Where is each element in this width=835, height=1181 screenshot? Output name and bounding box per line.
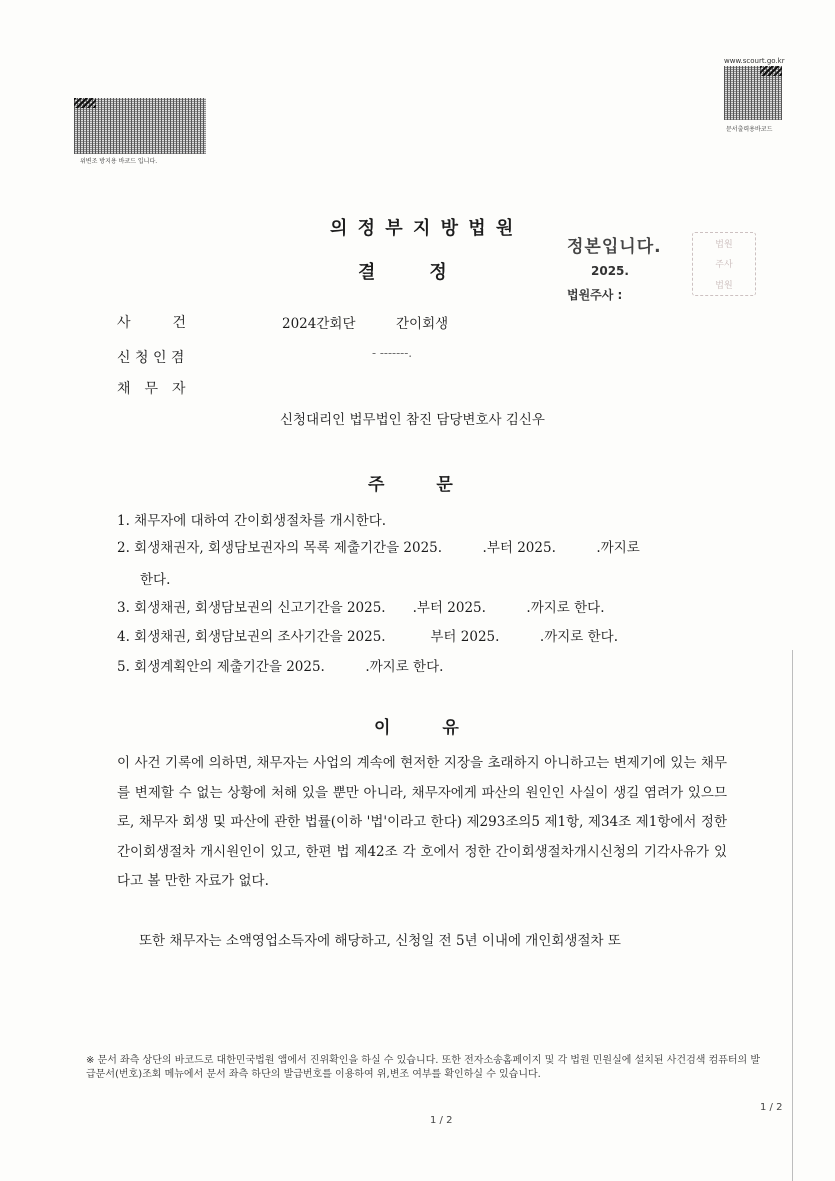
representative: 신청대리인 법무법인 참진 담당변호사 김신우	[280, 412, 545, 428]
certified-copy-label: 정본입니다.	[567, 237, 662, 257]
court-name: 의 정 부 지 방 법 원	[330, 218, 516, 239]
print-barcode	[724, 66, 782, 120]
reason-heading: 이 유	[374, 718, 465, 738]
order-item-3: 3. 회생채권, 회생담보권의 신고기간을 2025. .부터 2025. .까지로 한다.	[117, 600, 605, 616]
authentication-barcode	[74, 98, 206, 154]
case-number: 2024간회단	[282, 316, 356, 332]
page-number-center: 1 / 2	[430, 1115, 453, 1126]
case-name: 간이회생	[396, 316, 449, 332]
official-seal	[692, 232, 756, 296]
order-item-5: 5. 회생계획안의 제출기간을 2025. .까지로 한다.	[117, 659, 444, 675]
barcode-caption-right: 문서출력용바코드	[726, 126, 773, 133]
seal-text-1: 법원	[715, 239, 733, 250]
seal-text-3: 법원	[715, 281, 733, 292]
certification-year: 2025.	[591, 264, 629, 278]
debtor-label: 채 무 자	[117, 381, 186, 397]
document-type: 결 정	[358, 262, 453, 283]
certification-officer: 법원주사 :	[567, 288, 623, 302]
reason-paragraph-2: 또한 채무자는 소액영업소득자에 해당하고, 신청일 전 5년 이내에 개인회생절차 또	[139, 933, 621, 949]
seal-text-2: 주사	[715, 260, 733, 271]
case-label: 사 건	[117, 315, 187, 331]
order-item-4: 4. 회생채권, 회생담보권의 조사기간을 2025. 부터 2025. .까지로 한다.	[117, 629, 618, 645]
applicant-value: - -------.	[372, 346, 413, 360]
applicant-label: 신 청 인 겸	[117, 350, 185, 366]
page-number-right: 1 / 2	[760, 1102, 783, 1113]
scan-edge-line	[792, 650, 793, 1181]
barcode-caption-left: 위변조 방지용 바코드 입니다.	[80, 158, 158, 165]
order-heading: 주 문	[368, 475, 459, 495]
verification-note: ※ 문서 좌측 상단의 바코드로 대한민국법원 앱에서 진위확인을 하실 수 있습니다. 또한 전자소송홈페이지 및 각 법원 민원실에 설치된 사건검색 컴퓨터의 발급문서(번호)조회 메뉴에서 문서 좌측 하단의 발급번호를 이용하여 위,변조 여부를 확인하실 수 있습니다.	[86, 1055, 761, 1080]
order-item-1: 1. 채무자에 대하여 간이회생절차를 개시한다.	[117, 513, 387, 529]
reason-paragraph-1: 이 사건 기록에 의하면, 채무자는 사업의 계속에 현저한 지장을 초래하지 아니하고는 변제기에 있는 채무를 변제할 수 없는 상황에 처해 있을 뿐만 아니라, 채무자에게 파산의 원인인 사실이 생길 염려가 있으므로, 채무자 회생 및 파산에 관한 법률(이하 '법'이라고 한다) 제293조의5 제1항, 제34조 제1항에서 정한 간이회생절차 개시원인이 있고, 한편 법 제42조 각 호에서 정한 간이회생절차개시신청의 기각사유가 있다고 볼 만한 자료가 없다.	[117, 755, 727, 889]
court-url: www.scourt.go.kr	[724, 57, 785, 65]
order-item-2: 2. 회생채권자, 회생담보권자의 목록 제출기간을 2025. .부터 2025. .까지로	[117, 540, 640, 556]
order-item-2-continued: 한다.	[140, 572, 171, 588]
